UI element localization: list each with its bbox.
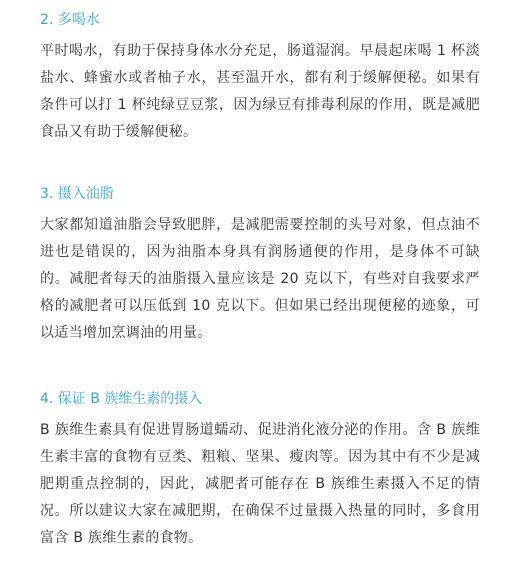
section-heading: 4. 保证 B 族维生素的摄入 [40,391,203,407]
section-paragraph: 大家都知道油脂会导致肥胖，是减肥需要控制的头号对象，但点油不进也是错误的，因为油脂本身具有润肠通便的作用，是身体不可缺的。减肥者每天的油脂摄入量应该是 20 克以下，有些对自我要求严格的减肥者可以压低到 10 克以下。但如果已经出现便秘的迹象，可以适当增加烹调油的用量。 [40,217,480,341]
section-heading: 3. 摄入油脂 [40,186,114,202]
section-vitamin-b [40,389,480,552]
section-drink-water [40,10,480,146]
section-heading: 2. 多喝水 [40,12,100,28]
section-paragraph: B 族维生素具有促进胃肠道蠕动、促进消化液分泌的作用。含 B 族维生素丰富的食物有豆类、粗粮、坚果、瘦肉等。因为其中有不少是减肥期重点控制的，因此，减肥者可能存在 B 族维生素摄入不足的情况。所以建议大家在减肥期，在确保不过量摄入热量的同时，多食用富含 B 族维生素的食物。 [40,422,480,546]
section-paragraph: 平时喝水，有助于保持身体水分充足，肠道湿润。早晨起床喝 1 杯淡盐水、蜂蜜水或者柚子水，甚至温开水，都有利于缓解便秘。如果有条件可以打 1 杯纯绿豆豆浆，因为绿豆有排毒利尿的作用，既是减肥食品又有助于缓解便秘。 [40,43,480,140]
section-intake-oil [40,184,480,347]
